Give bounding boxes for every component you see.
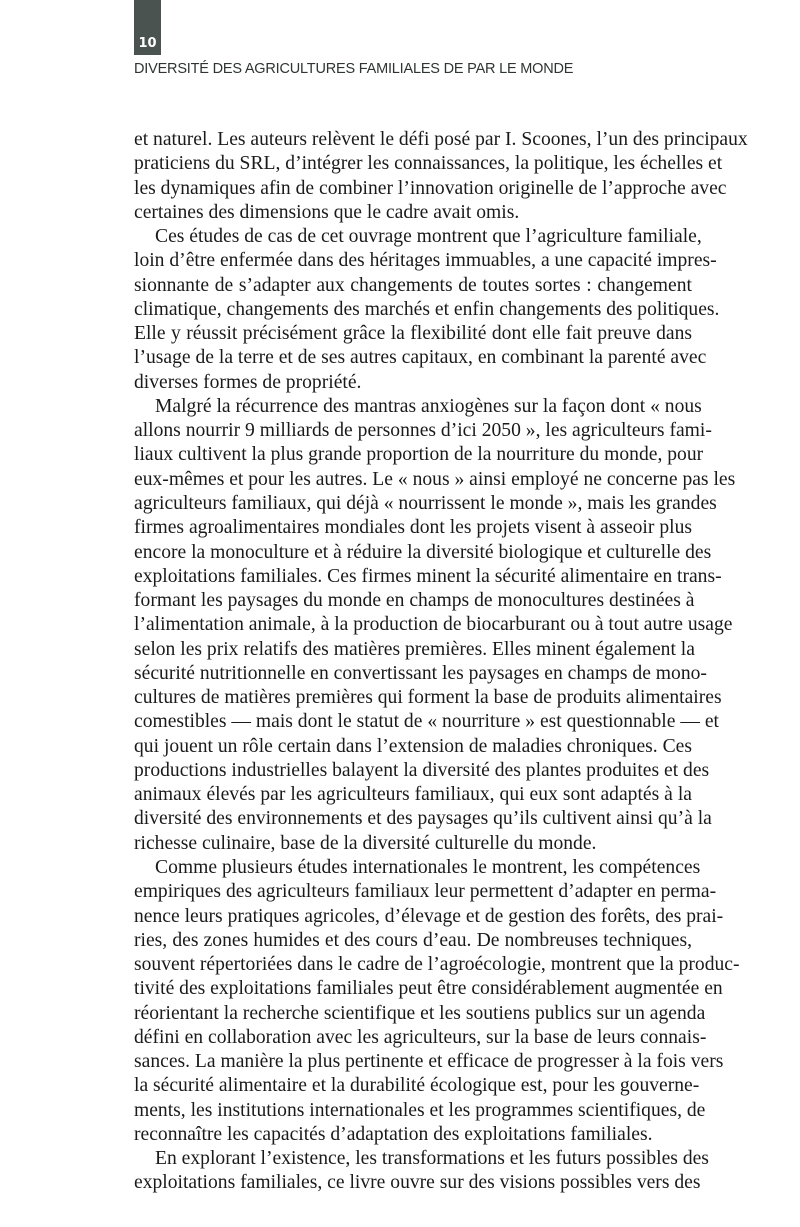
- text-line: comestibles — mais dont le statut de « nourriture » est questionnable — et: [134, 711, 719, 733]
- text-line: réorientant la recherche scientifique et les soutiens publics sur un agenda: [134, 1002, 706, 1024]
- text-line: nence leurs pratiques agricoles, d’élevage et de gestion des forêts, des prai-: [134, 905, 724, 927]
- text-line: sécurité nutritionnelle en convertissant les paysages en champs de mono-: [134, 662, 707, 684]
- text-line: productions industrielles balayent la diversité des plantes produites et des: [134, 759, 710, 781]
- text-line: qui jouent un rôle certain dans l’extension de maladies chroniques. Ces: [134, 735, 692, 757]
- running-header: DIVERSITÉ DES AGRICULTURES FAMILIALES DE PAR LE MONDE: [134, 61, 574, 77]
- text-line: loin d’être enfermée dans des héritages immuables, a une capacité impres-: [134, 250, 717, 272]
- text-line: défini en collaboration avec les agriculteurs, sur la base de leurs connais-: [134, 1026, 707, 1048]
- text-line: exploitations familiales, ce livre ouvre sur des visions possibles vers des: [134, 1172, 701, 1194]
- text-line: souvent répertoriées dans le cadre de l’agroécologie, montrent que la produc-: [134, 954, 740, 976]
- text-line: ments, les institutions internationales et les programmes scientifiques, de: [134, 1099, 706, 1121]
- text-line: En explorant l’existence, les transformations et les futurs possibles des: [155, 1148, 709, 1170]
- text-line: Ces études de cas de cet ouvrage montrent que l’agriculture familiale,: [155, 226, 702, 248]
- text-line: diverses formes de propriété.: [134, 371, 362, 393]
- paragraph: [134, 395, 736, 856]
- text-line: climatique, changements des marchés et enfin changements des politiques.: [134, 298, 720, 320]
- paragraph: [134, 225, 720, 395]
- body-text: [134, 128, 748, 1196]
- page-number-tab: [134, 0, 161, 55]
- text-line: tivité des exploitations familiales peut être considérablement augmentée en: [134, 978, 723, 1000]
- text-line: la sécurité alimentaire et la durabilité écologique est, pour les gouverne-: [134, 1075, 700, 1097]
- text-line: agriculteurs familiaux, qui déjà « nourrissent le monde », mais les grandes: [134, 492, 717, 514]
- text-line: l’alimentation animale, à la production de biocarburant ou à tout autre usage: [134, 614, 733, 636]
- text-line: richesse culinaire, base de la diversité culturelle du monde.: [134, 832, 597, 854]
- text-line: exploitations familiales. Ces firmes minent la sécurité alimentaire en trans-: [134, 565, 722, 587]
- text-line: liaux cultivent la plus grande proportion de la nourriture du monde, pour: [134, 444, 704, 466]
- text-line: animaux élevés par les agriculteurs familiaux, qui eux sont adaptés à la: [134, 784, 692, 806]
- text-line: Elle y réussit précisément grâce la flexibilité dont elle fait preuve dans: [134, 323, 692, 345]
- text-line: encore la monoculture et à réduire la diversité biologique et culturelle des: [134, 541, 712, 563]
- page-number: 10: [138, 36, 157, 51]
- text-line: sionnante de s’adapter aux changements de toutes sortes : changement: [134, 274, 692, 296]
- text-line: formant les paysages du monde en champs de monocultures destinées à: [134, 590, 695, 612]
- text-line: sances. La manière la plus pertinente et efficace de progresser à la fois vers: [134, 1051, 724, 1073]
- text-line: reconnaître les capacités d’adaptation des exploitations familiales.: [134, 1123, 653, 1145]
- text-line: praticiens du SRL, d’intégrer les connaissances, la politique, les échelles et: [134, 153, 723, 175]
- paragraph: [134, 1147, 709, 1196]
- text-line: empiriques des agriculteurs familiaux leur permettent d’adapter en perma-: [134, 881, 717, 903]
- paragraph: [134, 856, 740, 1147]
- text-line: Malgré la récurrence des mantras anxiogènes sur la façon dont « nous: [155, 395, 702, 417]
- text-line: cultures de matières premières qui forment la base de produits alimentaires: [134, 687, 722, 709]
- text-line: l’usage de la terre et de ses autres capitaux, en combinant la parenté avec: [134, 347, 707, 369]
- text-line: certaines des dimensions que le cadre avait omis.: [134, 201, 520, 223]
- text-line: allons nourrir 9 milliards de personnes d’ici 2050 », les agriculteurs fami-: [134, 420, 712, 442]
- text-line: les dynamiques afin de combiner l’innovation originelle de l’approche avec: [134, 177, 727, 199]
- text-line: firmes agroalimentaires mondiales dont les projets visent à asseoir plus: [134, 517, 692, 539]
- text-line: diversité des environnements et des paysages qu’ils cultivent ainsi qu’à la: [134, 808, 712, 830]
- text-line: ries, des zones humides et des cours d’eau. De nombreuses techniques,: [134, 929, 692, 951]
- paragraph: [134, 128, 748, 225]
- text-line: eux-mêmes et pour les autres. Le « nous » ainsi employé ne concerne pas les: [134, 468, 736, 490]
- text-line: et naturel. Les auteurs relèvent le défi posé par I. Scoones, l’un des principaux: [134, 129, 748, 150]
- text-line: Comme plusieurs études internationales le montrent, les compétences: [155, 856, 701, 878]
- text-line: selon les prix relatifs des matières premières. Elles minent également la: [134, 638, 695, 660]
